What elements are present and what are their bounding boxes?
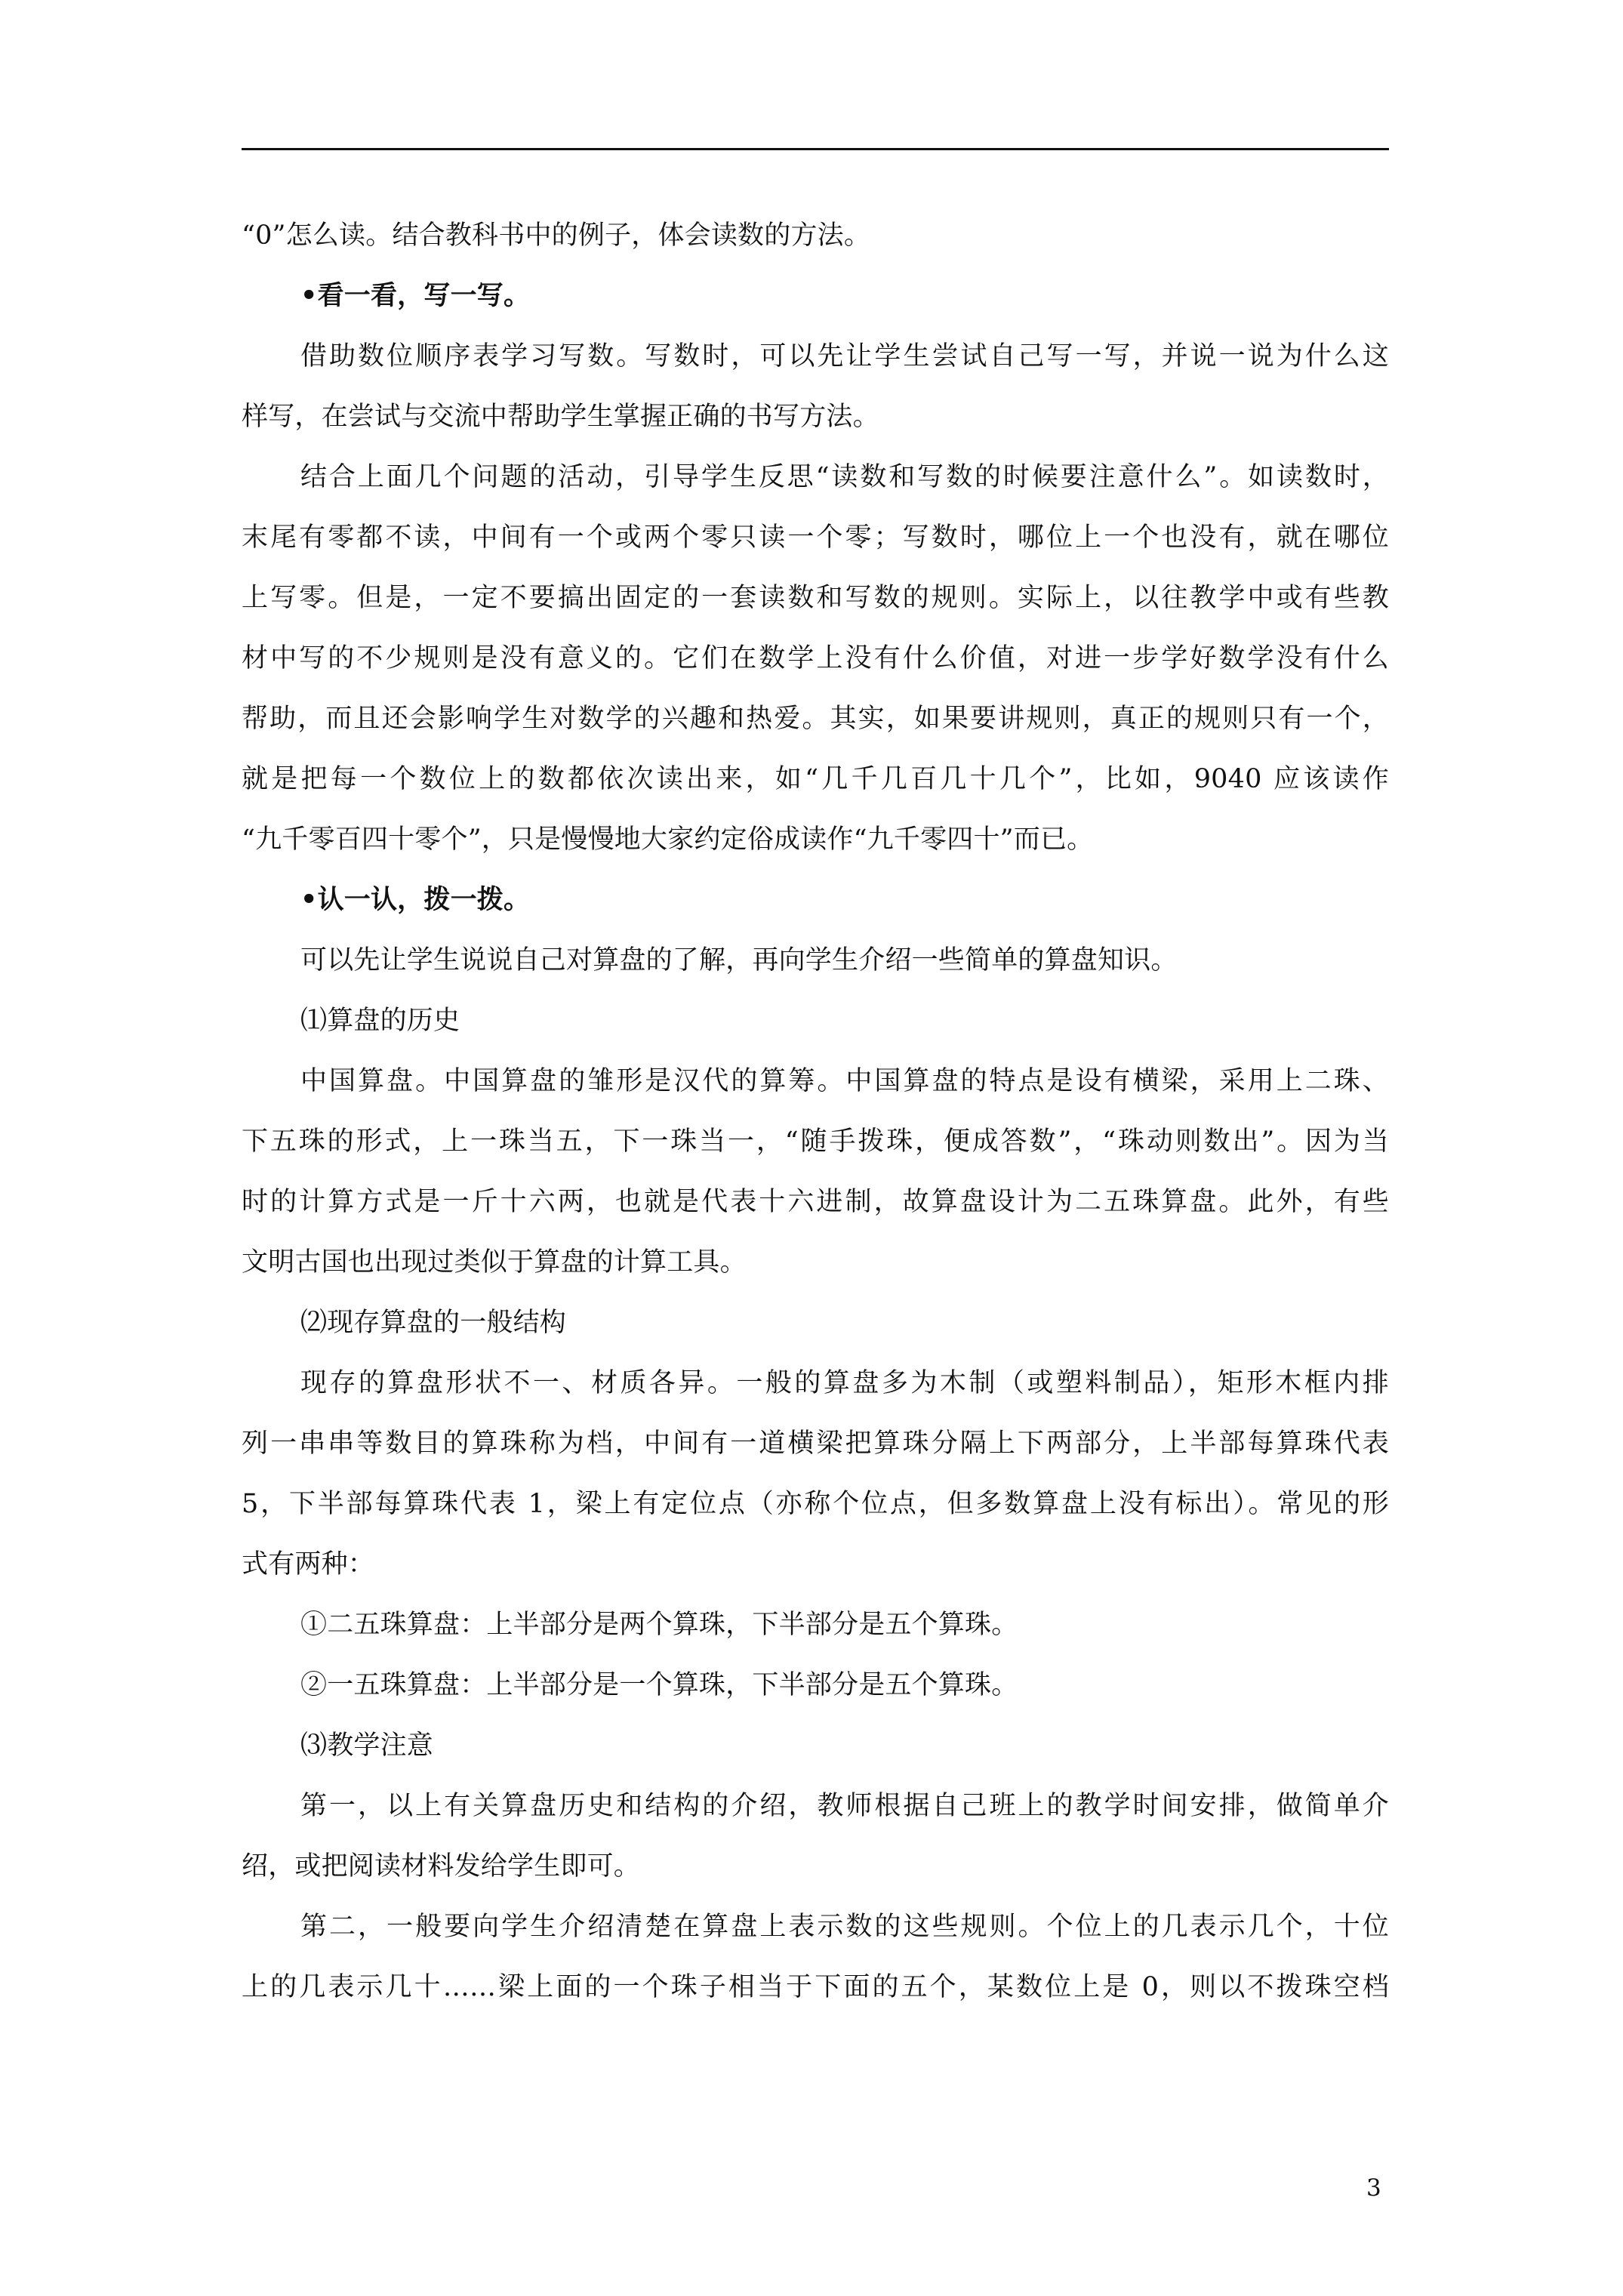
text-line-6: 末尾有零都不读，中间有一个或两个零只读一个零；写数时，哪位上一个也没有，就在哪位	[242, 522, 1389, 553]
subheading-teaching-notes: ⑶教学注意	[300, 1730, 434, 1761]
text-line-15: 中国算盘。中国算盘的雏形是汉代的算筹。中国算盘的特点是设有横梁，采用上二珠、	[300, 1066, 1389, 1096]
text-line-8: 材中写的不少规则是没有意义的。它们在数学上没有什么价值，对进一步学好数学没有什么	[242, 643, 1389, 673]
text-line-7: 上写零。但是，一定不要搞出固定的一套读数和写数的规则。实际上，以往教学中或有些教	[242, 583, 1389, 613]
list-item-one-five-bead-abacus: ②一五珠算盘：上半部分是一个算珠，下半部分是五个算珠。	[300, 1670, 1018, 1700]
text-line-3: 借助数位顺序表学习写数。写数时，可以先让学生尝试自己写一写，并说一说为什么这	[300, 341, 1389, 371]
text-line-4: 样写，在尝试与交流中帮助学生掌握正确的书写方法。	[242, 402, 879, 432]
text-line-23: 式有两种：	[242, 1549, 375, 1579]
header-rule	[242, 148, 1389, 150]
text-line-5: 结合上面几个问题的活动，引导学生反思“读数和写数的时候要注意什么”。如读数时，	[300, 462, 1389, 492]
text-line-16: 下五珠的形式，上一珠当五，下一珠当一，“随手拨珠，便成答数”，“珠动则数出”。因为当	[242, 1126, 1389, 1157]
list-item-two-five-bead-abacus: ①二五珠算盘：上半部分是两个算珠，下半部分是五个算珠。	[300, 1610, 1018, 1640]
text-line-10: 就是把每一个数位上的数都依次读出来，如“几千几百几十几个”，比如，9040 应该读作	[242, 764, 1389, 794]
document-body	[242, 205, 1389, 2017]
text-line-21: 列一串串等数目的算珠称为档，中间有一道横梁把算珠分隔上下两部分，上半部每算珠代表	[242, 1428, 1389, 1459]
text-line-27: 第一，以上有关算盘历史和结构的介绍，教师根据自己班上的教学时间安排，做简单介	[300, 1791, 1389, 1821]
text-line-22: 5，下半部每算珠代表 1，梁上有定位点（亦称个位点，但多数算盘上没有标出）。常见的形	[242, 1489, 1389, 1519]
text-line-17: 时的计算方式是一斤十六两，也就是代表十六进制，故算盘设计为二五珠算盘。此外，有些	[242, 1187, 1389, 1217]
page-number: 3	[1366, 2174, 1381, 2202]
text-line-29: 第二，一般要向学生介绍清楚在算盘上表示数的这些规则。个位上的几表示几个，十位	[300, 1912, 1389, 1942]
text-line-28: 绍，或把阅读材料发给学生即可。	[242, 1851, 641, 1881]
text-line-18: 文明古国也出现过类似于算盘的计算工具。	[242, 1247, 747, 1277]
text-line-13: 可以先让学生说说自己对算盘的了解，再向学生介绍一些简单的算盘知识。	[300, 945, 1178, 975]
text-line-1: “0”怎么读。结合教科书中的例子，体会读数的方法。	[242, 220, 871, 251]
text-line-9: 帮助，而且还会影响学生对数学的兴趣和热爱。其实，如果要讲规则，真正的规则只有一个，	[242, 704, 1389, 734]
text-line-11: “九千零百四十零个”，只是慢慢地大家约定俗成读作“九千零四十”而已。	[242, 824, 1094, 855]
section-heading-recognize-move: •认一认，拨一拨。	[300, 884, 531, 915]
section-heading-look-write: •看一看，写一写。	[300, 280, 531, 311]
subheading-abacus-history: ⑴算盘的历史	[300, 1006, 460, 1036]
text-line-20: 现存的算盘形状不一、材质各异。一般的算盘多为木制（或塑料制品），矩形木框内排	[300, 1368, 1389, 1398]
text-line-30: 上的几表示几十……梁上面的一个珠子相当于下面的五个，某数位上是 0，则以不拨珠空档	[242, 1972, 1389, 2002]
subheading-abacus-structure: ⑵现存算盘的一般结构	[300, 1308, 567, 1338]
